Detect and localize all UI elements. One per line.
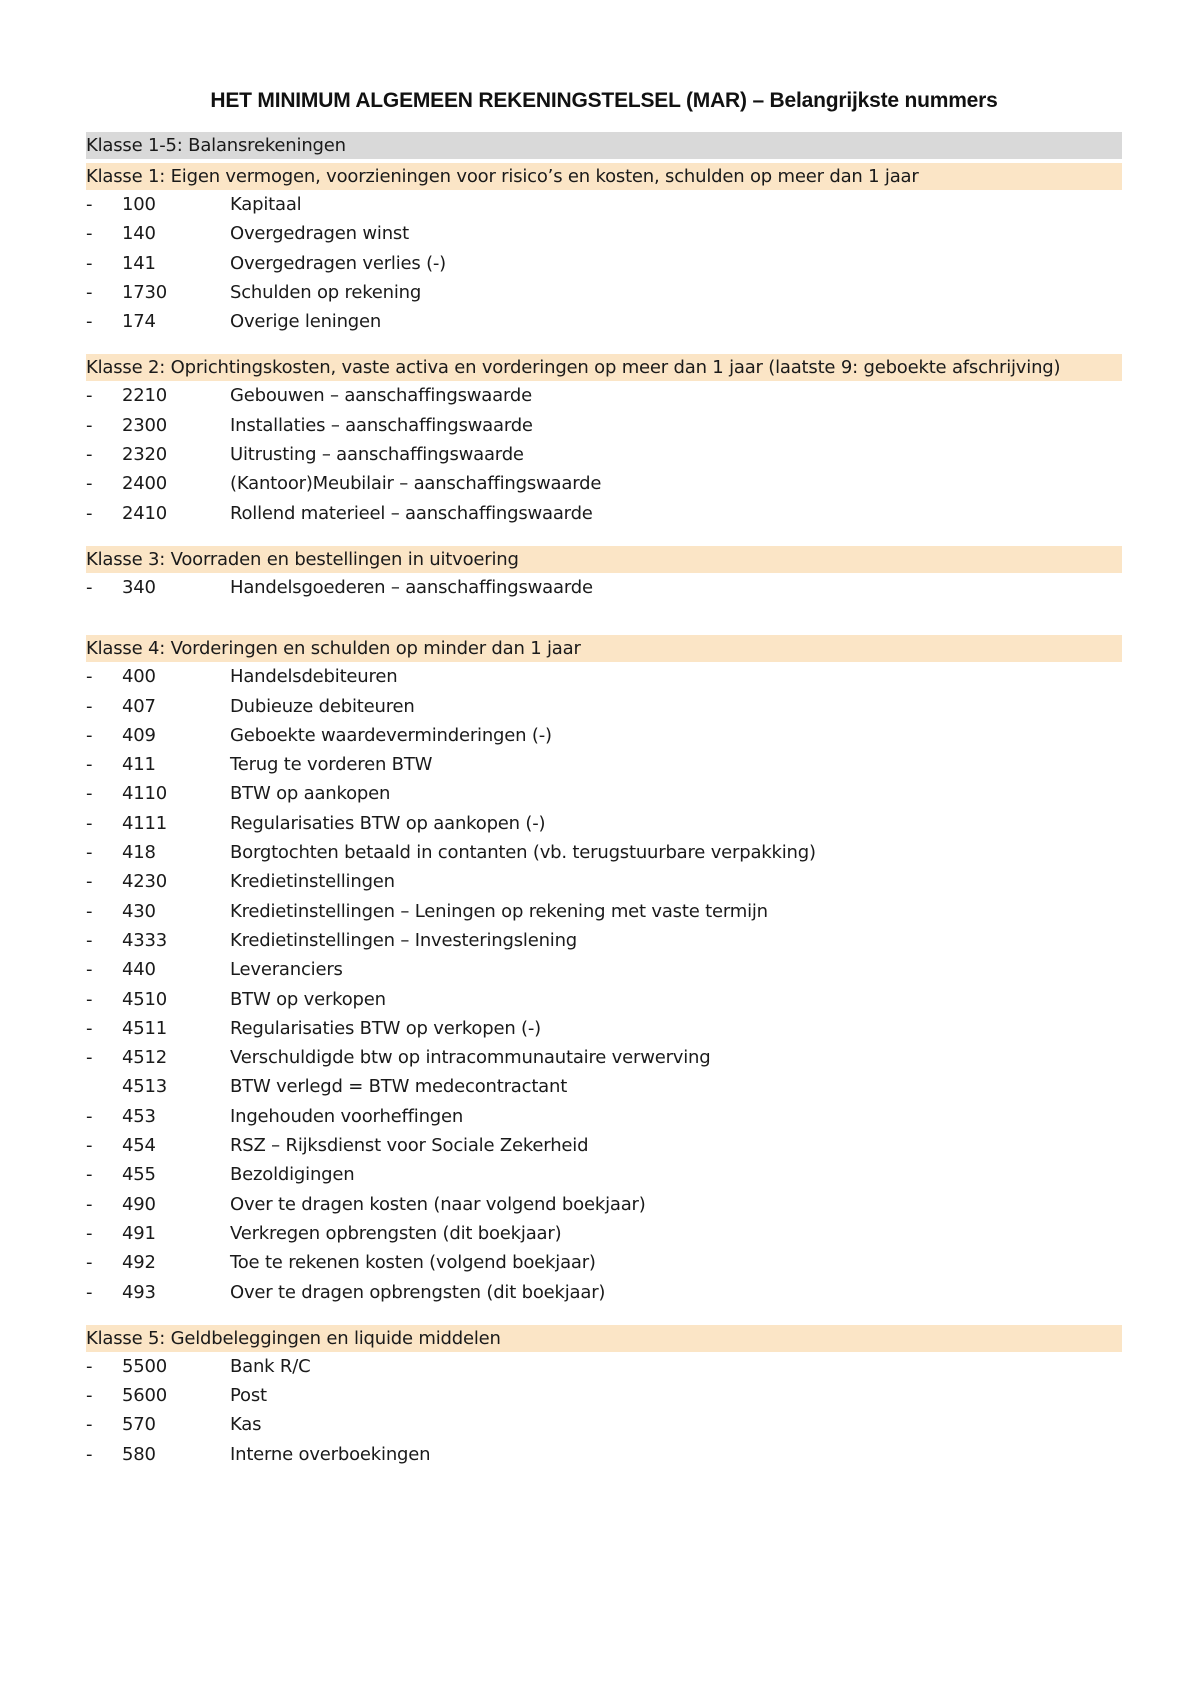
bullet-dash: - xyxy=(86,1414,93,1436)
account-label: Installaties – aanschaffingswaarde xyxy=(230,414,533,436)
bullet-dash: - xyxy=(86,1017,93,1039)
account-label: Regularisaties BTW op aankopen (-) xyxy=(230,812,546,834)
bullet-dash: - xyxy=(86,783,93,805)
account-label: Uitrusting – aanschaffingswaarde xyxy=(230,444,524,466)
klasse2-section xyxy=(86,354,1122,527)
bullet-dash: - xyxy=(86,223,93,245)
account-number: 2410 xyxy=(122,502,168,524)
account-number: 1730 xyxy=(122,281,168,303)
account-row xyxy=(86,219,1122,248)
account-row xyxy=(86,381,1122,410)
bullet-dash: - xyxy=(86,871,93,893)
account-label: Terug te vorderen BTW xyxy=(230,754,433,776)
account-label: Toe te rekenen kosten (volgend boekjaar) xyxy=(230,1252,596,1274)
account-number: 4510 xyxy=(122,988,168,1010)
account-row xyxy=(86,249,1122,278)
account-number: 2320 xyxy=(122,444,168,466)
account-number: 411 xyxy=(122,754,156,776)
account-label: Rollend materieel – aanschaffingswaarde xyxy=(230,502,593,524)
account-number: 5500 xyxy=(122,1355,168,1377)
account-number: 440 xyxy=(122,959,156,981)
account-number: 340 xyxy=(122,576,156,598)
account-row xyxy=(86,926,1122,955)
account-label: Overgedragen winst xyxy=(230,223,409,245)
page-title: HET MINIMUM ALGEMEEN REKENINGSTELSEL (MAR) – Belangrijkste nummers xyxy=(210,89,998,112)
account-label: Over te dragen kosten (naar volgend boekjaar) xyxy=(230,1193,646,1215)
account-label: Verschuldigde btw op intracommunautaire verwerving xyxy=(230,1047,711,1069)
account-label: Dubieuze debiteuren xyxy=(230,695,415,717)
bullet-dash: - xyxy=(86,666,93,688)
account-number: 453 xyxy=(122,1105,156,1127)
account-label: Overige leningen xyxy=(230,311,382,333)
account-number: 2300 xyxy=(122,414,168,436)
bullet-dash: - xyxy=(86,1135,93,1157)
klasse5-header: Klasse 5: Geldbeleggingen en liquide middelen xyxy=(86,1325,1122,1352)
bullet-dash: - xyxy=(86,1105,93,1127)
klasse3-section xyxy=(86,546,1122,602)
klasse4-header: Klasse 4: Vorderingen en schulden op minder dan 1 jaar xyxy=(86,635,1122,662)
account-label: Borgtochten betaald in contanten (vb. terugstuurbare verpakking) xyxy=(230,842,816,864)
account-label: Regularisaties BTW op verkopen (-) xyxy=(230,1017,541,1039)
account-row xyxy=(86,1410,1122,1439)
account-row xyxy=(86,867,1122,896)
account-row xyxy=(86,750,1122,779)
bullet-dash: - xyxy=(86,1222,93,1244)
klasse4-section xyxy=(86,635,1122,1307)
balans-header: Klasse 1-5: Balansrekeningen xyxy=(86,132,1122,159)
account-row xyxy=(86,1014,1122,1043)
account-number: 4333 xyxy=(122,929,168,951)
account-row xyxy=(86,838,1122,867)
account-row xyxy=(86,985,1122,1014)
klasse5-section xyxy=(86,1325,1122,1469)
account-row xyxy=(86,1352,1122,1381)
account-row xyxy=(86,955,1122,984)
account-row xyxy=(86,721,1122,750)
account-row xyxy=(86,1190,1122,1219)
bullet-dash: - xyxy=(86,1252,93,1274)
account-number: 4513 xyxy=(122,1076,168,1098)
account-number: 430 xyxy=(122,900,156,922)
account-number: 491 xyxy=(122,1222,156,1244)
bullet-dash: - xyxy=(86,959,93,981)
account-label: Ingehouden voorheffingen xyxy=(230,1105,464,1127)
account-row xyxy=(86,1102,1122,1131)
account-row xyxy=(86,1072,1122,1101)
account-number: 418 xyxy=(122,842,156,864)
account-number: 4111 xyxy=(122,812,168,834)
account-label: Handelsdebiteuren xyxy=(230,666,398,688)
bullet-dash: - xyxy=(86,473,93,495)
account-number: 454 xyxy=(122,1135,156,1157)
account-row xyxy=(86,469,1122,498)
klasse2-header: Klasse 2: Oprichtingskosten, vaste activa en vorderingen op meer dan 1 jaar (laatste 9: geboekte afschrijving) xyxy=(86,354,1122,381)
bullet-dash: - xyxy=(86,1385,93,1407)
account-label: (Kantoor)Meubilair – aanschaffingswaarde xyxy=(230,473,602,495)
account-row xyxy=(86,1160,1122,1189)
account-row xyxy=(86,440,1122,469)
account-row xyxy=(86,692,1122,721)
account-number: 140 xyxy=(122,223,156,245)
account-row xyxy=(86,278,1122,307)
bullet-dash: - xyxy=(86,1164,93,1186)
account-label: Handelsgoederen – aanschaffingswaarde xyxy=(230,576,593,598)
account-number: 409 xyxy=(122,724,156,746)
account-number: 407 xyxy=(122,695,156,717)
bullet-dash: - xyxy=(86,1193,93,1215)
account-number: 2400 xyxy=(122,473,168,495)
account-number: 490 xyxy=(122,1193,156,1215)
klasse1-section xyxy=(86,163,1122,336)
account-number: 174 xyxy=(122,311,156,333)
account-label: BTW verlegd = BTW medecontractant xyxy=(230,1076,568,1098)
account-label: Schulden op rekening xyxy=(230,281,422,303)
account-label: Kredietinstellingen xyxy=(230,871,395,893)
account-number: 2210 xyxy=(122,385,168,407)
account-label: RSZ – Rijksdienst voor Sociale Zekerheid xyxy=(230,1135,589,1157)
bullet-dash: - xyxy=(86,1047,93,1069)
account-label: BTW op aankopen xyxy=(230,783,391,805)
account-label: Kredietinstellingen – Leningen op rekening met vaste termijn xyxy=(230,900,768,922)
account-row xyxy=(86,1381,1122,1410)
account-row xyxy=(86,1278,1122,1307)
bullet-dash: - xyxy=(86,385,93,407)
bullet-dash: - xyxy=(86,414,93,436)
bullet-dash: - xyxy=(86,252,93,274)
account-number: 141 xyxy=(122,252,156,274)
account-row xyxy=(86,411,1122,440)
account-row xyxy=(86,897,1122,926)
account-row xyxy=(86,307,1122,336)
account-number: 455 xyxy=(122,1164,156,1186)
bullet-dash: - xyxy=(86,281,93,303)
document-page xyxy=(86,86,1122,1487)
bullet-dash: - xyxy=(86,754,93,776)
account-label: Verkregen opbrengsten (dit boekjaar) xyxy=(230,1222,562,1244)
account-label: Bezoldigingen xyxy=(230,1164,355,1186)
klasse1-header: Klasse 1: Eigen vermogen, voorzieningen voor risico’s en kosten, schulden op meer dan 1 jaar xyxy=(86,163,1122,190)
account-row xyxy=(86,1248,1122,1277)
account-row xyxy=(86,1043,1122,1072)
bullet-dash: - xyxy=(86,724,93,746)
account-row xyxy=(86,573,1122,602)
account-row xyxy=(86,499,1122,528)
account-label: Kas xyxy=(230,1414,262,1436)
bullet-dash: - xyxy=(86,1281,93,1303)
account-label: Kapitaal xyxy=(230,194,302,215)
bullet-dash: - xyxy=(86,695,93,717)
account-number: 4230 xyxy=(122,871,168,893)
account-label: Leveranciers xyxy=(230,959,343,981)
account-row xyxy=(86,1219,1122,1248)
account-row xyxy=(86,1131,1122,1160)
bullet-dash: - xyxy=(86,929,93,951)
bullet-dash: - xyxy=(86,444,93,466)
account-label: Interne overboekingen xyxy=(230,1443,431,1465)
account-label: BTW op verkopen xyxy=(230,988,386,1010)
bullet-dash: - xyxy=(86,502,93,524)
bullet-dash: - xyxy=(86,1443,93,1465)
account-row xyxy=(86,1440,1122,1469)
bullet-dash: - xyxy=(86,311,93,333)
account-label: Gebouwen – aanschaffingswaarde xyxy=(230,385,532,407)
account-row xyxy=(86,190,1122,219)
account-number: 400 xyxy=(122,666,156,688)
account-row xyxy=(86,779,1122,808)
account-number: 4511 xyxy=(122,1017,168,1039)
account-label: Post xyxy=(230,1385,267,1407)
account-label: Bank R/C xyxy=(230,1355,311,1377)
account-number: 4110 xyxy=(122,783,168,805)
account-label: Kredietinstellingen – Investeringslening xyxy=(230,929,578,951)
account-label: Geboekte waardeverminderingen (-) xyxy=(230,724,552,746)
bullet-dash: - xyxy=(86,900,93,922)
bullet-dash: - xyxy=(86,194,93,215)
account-number: 100 xyxy=(122,194,156,215)
account-row xyxy=(86,662,1122,691)
bullet-dash: - xyxy=(86,842,93,864)
account-number: 570 xyxy=(122,1414,156,1436)
account-row xyxy=(86,809,1122,838)
account-label: Overgedragen verlies (-) xyxy=(230,252,447,274)
account-number: 580 xyxy=(122,1443,156,1465)
account-label: Over te dragen opbrengsten (dit boekjaar) xyxy=(230,1281,606,1303)
bullet-dash: - xyxy=(86,1355,93,1377)
bullet-dash: - xyxy=(86,576,93,598)
account-number: 4512 xyxy=(122,1047,168,1069)
account-number: 5600 xyxy=(122,1385,168,1407)
account-number: 492 xyxy=(122,1252,156,1274)
bullet-dash: - xyxy=(86,812,93,834)
account-number: 493 xyxy=(122,1281,156,1303)
bullet-dash: - xyxy=(86,988,93,1010)
klasse3-header: Klasse 3: Voorraden en bestellingen in uitvoering xyxy=(86,546,1122,573)
